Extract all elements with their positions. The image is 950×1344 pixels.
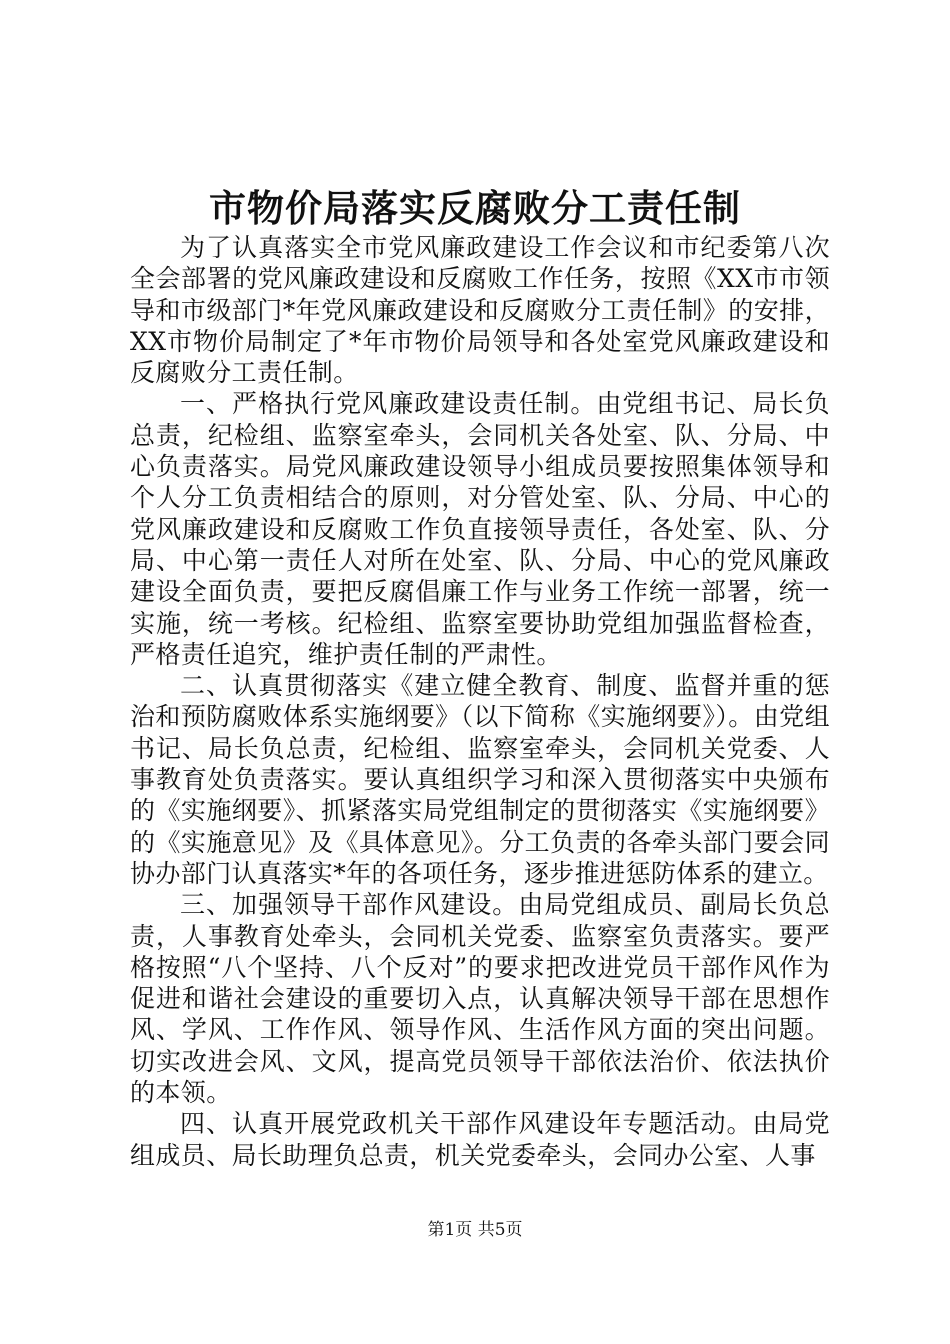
page-number-footer: 第1页 共5页 <box>427 1220 523 1240</box>
section-3-paragraph: 三、加强领导干部作风建设。由局党组成员、副局长负总责，人事教育处牵头，会同机关党委、监察室负责落实。要严格按照“八个坚持、八个反对”的要求把改进党员干部作风作为促进和谐社会建设的重要切入点，认真解决领导干部在思想作风、学风、工作作风、领导作风、生活作风方面的突出问题。切实改进会风、文风，提高党员领导干部依法治价、依法执价的本领。 <box>130 890 830 1108</box>
section-4-paragraph: 四、认真开展党政机关干部作风建设年专题活动。由局党组成员、局长助理负总责，机关党委牵头，会同办公室、人事 <box>130 1109 830 1170</box>
section-2-paragraph: 二、认真贯彻落实《建立健全教育、制度、监督并重的惩治和预防腐败体系实施纲要》（以下简称《实施纲要》）。由党组书记、局长负总责，纪检组、监察室牵头，会同机关党委、人事教育处负责落实。要认真组织学习和深入贯彻落实中央颁布的《实施纲要》、抓紧落实局党组制定的贯彻落实《实施纲要》的《实施意见》及《具体意见》。分工负责的各牵头部门要会同协办部门认真落实*年的各项任务，逐步推进惩防体系的建立。 <box>130 671 830 888</box>
document-title: 市物价局落实反腐败分工责任制 <box>209 186 741 230</box>
document-body <box>130 232 830 1171</box>
intro-paragraph: 为了认真落实全市党风廉政建设工作会议和市纪委第八次全会部署的党风廉政建设和反腐败工作任务，按照《XX市市领导和市级部门*年党风廉政建设和反腐败分工责任制》的安排，XX市物价局制定了*年市物价局领导和各处室党风廉政建设和反腐败分工责任制。 <box>130 233 830 388</box>
section-1-paragraph: 一、严格执行党风廉政建设责任制。由党组书记、局长负总责，纪检组、监察室牵头，会同机关各处室、队、分局、中心负责落实。局党风廉政建设领导小组成员要按照集体领导和个人分工负责相结合的原则，对分管处室、队、分局、中心的党风廉政建设和反腐败工作负直接领导责任，各处室、队、分局、中心第一责任人对所在处室、队、分局、中心的党风廉政建设全面负责，要把反腐倡廉工作与业务工作统一部署，统一实施，统一考核。纪检组、监察室要协助党组加强监督检查，严格责任追究，维护责任制的严肃性。 <box>130 389 830 669</box>
